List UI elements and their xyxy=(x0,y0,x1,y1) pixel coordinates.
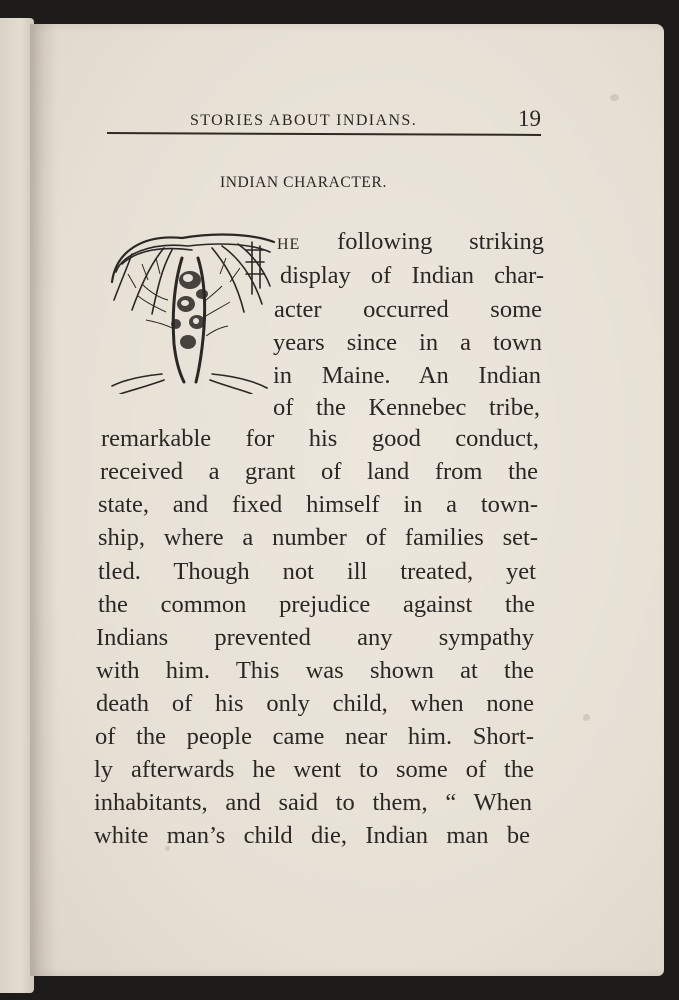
body-line: display of Indian char- xyxy=(280,262,544,289)
body-line: white man’s child die, Indian man be xyxy=(94,822,530,849)
body-line: of the Kennebec tribe, xyxy=(273,394,540,421)
body-line: Indians prevented any sympathy xyxy=(96,624,534,651)
body-line: inhabitants, and said to them, “ When xyxy=(94,789,532,816)
body-line: of the people came near him. Short- xyxy=(95,723,534,750)
body-line xyxy=(277,228,544,256)
body-line: state, and fixed himself in a town- xyxy=(98,491,538,518)
paper-fleck xyxy=(610,94,619,101)
body-line-text: following striking xyxy=(300,228,544,255)
body-line: years since in a town xyxy=(273,329,542,356)
body-line: death of his only child, when none xyxy=(96,690,534,717)
body-line: in Maine. An Indian xyxy=(273,362,541,389)
book-page xyxy=(30,24,664,976)
header-rule xyxy=(107,132,541,136)
page-number: 19 xyxy=(518,106,541,131)
section-title: INDIAN CHARACTER. xyxy=(220,174,387,191)
running-head: STORIES ABOUT INDIANS. xyxy=(190,112,418,129)
body-line: acter occurred some xyxy=(274,296,542,323)
facing-page-edge xyxy=(0,18,34,993)
drop-cap-continuation: HE xyxy=(277,236,301,253)
ornamental-foliage-initial-icon xyxy=(102,224,277,394)
body-line: tled. Though not ill treated, yet xyxy=(98,558,536,585)
body-line: received a grant of land from the xyxy=(100,458,538,485)
paper-fleck xyxy=(583,714,590,721)
gutter-shadow xyxy=(30,24,58,976)
body-line: the common prejudice against the xyxy=(98,591,535,618)
body-line: remarkable for his good conduct, xyxy=(101,425,539,452)
body-line: with him. This was shown at the xyxy=(96,657,534,684)
body-line: ly afterwards he went to some of the xyxy=(94,756,534,783)
body-line: ship, where a number of families set- xyxy=(98,524,538,551)
